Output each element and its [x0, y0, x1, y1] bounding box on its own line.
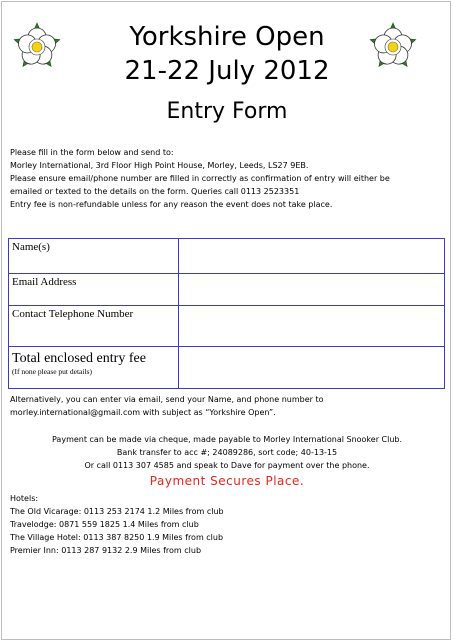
intro-line: Please ensure email/phone number are filled in correctly as confirmation of entry will either be [10, 174, 390, 183]
alternative-entry-text [10, 393, 450, 419]
list-item: Premier Inn: 0113 287 9132 2.9 Miles from club [10, 546, 202, 555]
form-heading: Entry Form [166, 99, 288, 124]
list-item: Travelodge: 0871 559 1825 1.4 Miles from club [10, 520, 199, 529]
alt-line: morley.international@gmail.com with subject as “Yorkshire Open”. [10, 408, 276, 417]
phone-label: Contact Telephone Number [9, 306, 179, 347]
email-field[interactable] [179, 274, 445, 306]
hotels-heading: Hotels: [10, 494, 39, 503]
name-label: Name(s) [9, 239, 179, 274]
payment-line: Payment can be made via cheque, made payable to Morley International Snooker Club. [51, 435, 403, 444]
event-title: Yorkshire Open [129, 22, 325, 52]
payment-line: Or call 0113 307 4585 and speak to Dave for payment over the phone. [84, 461, 370, 470]
intro-line: emailed or texted to the details on the form. Queries call 0113 2523351 [10, 187, 300, 196]
email-label: Email Address [9, 274, 179, 306]
intro-line: Morley International, 3rd Floor High Point House, Morley, Leeds, LS27 9EB. [10, 161, 309, 170]
table-row [9, 239, 445, 274]
list-item: The Old Vicarage: 0113 253 2174 1.2 Miles from club [10, 507, 224, 516]
name-field[interactable] [179, 239, 445, 274]
table-row [9, 347, 445, 389]
phone-field[interactable] [179, 306, 445, 347]
table-row [9, 306, 445, 347]
table-row [9, 274, 445, 306]
intro-line: Please fill in the form below and send to: [10, 148, 174, 157]
payment-secures-notice: Payment Secures Place. [149, 474, 305, 488]
fee-label: Total enclosed entry fee [12, 351, 146, 366]
intro-line: Entry fee is non-refundable unless for any reason the event does not take place. [10, 200, 333, 209]
entry-form-table [8, 238, 445, 389]
fee-note: (If none please put details) [12, 367, 92, 376]
event-dates: 21-22 July 2012 [124, 56, 330, 86]
fee-label-cell [9, 347, 179, 389]
alt-line: Alternatively, you can enter via email, send your Name, and phone number to [10, 395, 324, 404]
fee-field[interactable] [179, 347, 445, 389]
payment-line: Bank transfer to acc #; 24089286, sort code; 40-13-15 [116, 448, 338, 457]
payment-info [0, 433, 454, 472]
list-item: The Village Hotel: 0113 387 8250 1.9 Miles from club [10, 533, 224, 542]
hotels-list [10, 492, 450, 557]
intro-text [10, 146, 450, 211]
